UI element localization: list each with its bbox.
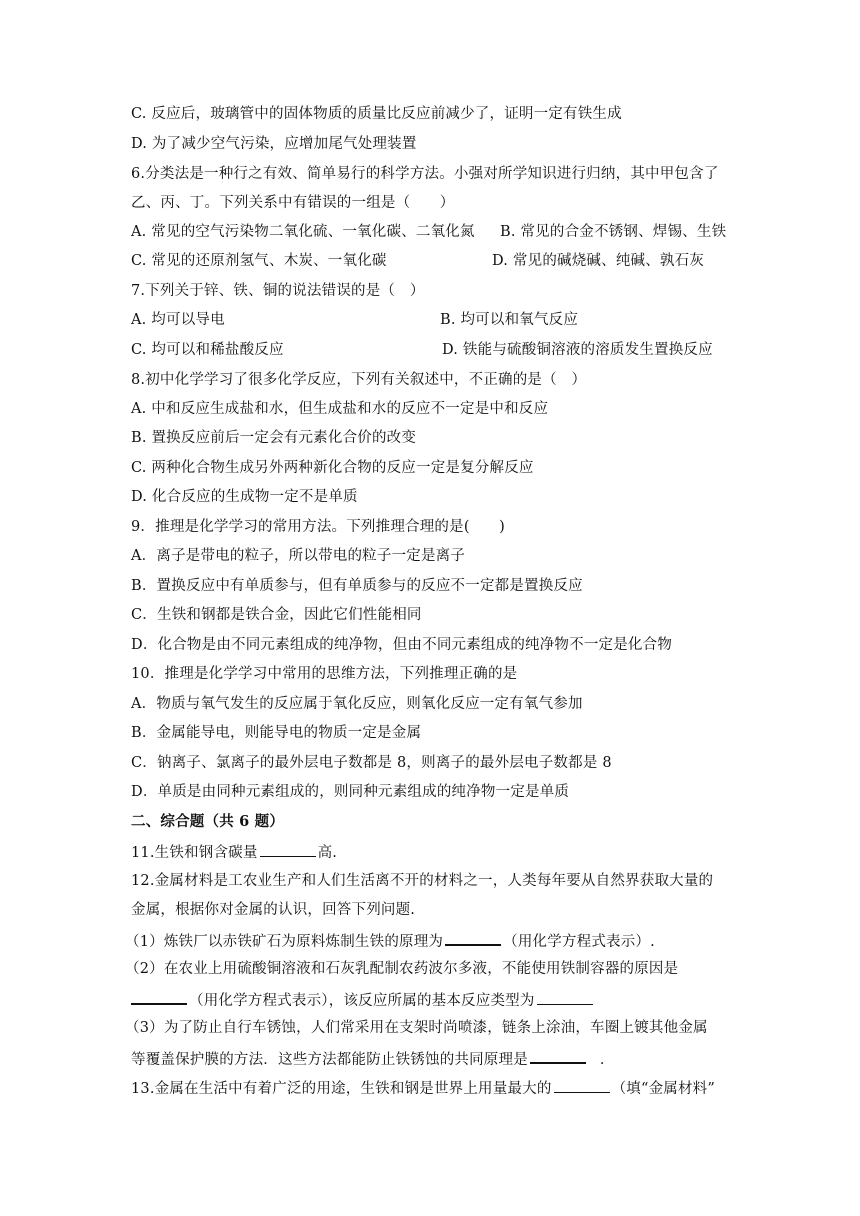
- q6-option-c: C. 常见的还原剂氢气、木炭、一氧化碳: [131, 253, 387, 269]
- q10-option-d: D．单质是由同种元素组成的，则同种元素组成的纯净物一定是单质: [131, 784, 570, 800]
- q12-part1-blank[interactable]: [445, 930, 501, 946]
- q12-part3-blank[interactable]: [530, 1048, 586, 1064]
- q10-option-a: A．物质与氧气发生的反应属于氧化反应，则氧化反应一定有氧气参加: [131, 696, 583, 712]
- q8-stem: 8.初中化学学习了很多化学反应，下列有关叙述中，不正确的是（ ）: [131, 372, 587, 388]
- q6-stem-line-2: 乙、丙、丁。下列关系中有错误的一组是（ ）: [131, 195, 455, 211]
- q9-option-b: B．置换反应中有单质参与，但有单质参与的反应不一定都是置换反应: [131, 578, 583, 594]
- q5-option-d: D. 为了减少空气污染，应增加尾气处理装置: [131, 136, 417, 152]
- q9-stem: 9．推理是化学学习的常用方法。下列推理合理的是( ): [131, 519, 505, 535]
- q12-stem-line-2: 金属，根据你对金属的认识，回答下列问题.: [131, 902, 416, 918]
- q9-option-c: C．生铁和钢都是铁合金，因此它们性能相同: [131, 607, 422, 623]
- q12-part2-blank-equation[interactable]: [131, 989, 187, 1005]
- q12-part2-text-mid: （用化学方程式表示），该反应所属的基本反应类型为: [189, 993, 535, 1009]
- q12-part1-line: [125, 930, 655, 952]
- q6-options-cd: [131, 251, 705, 271]
- q12-part2-blank-type[interactable]: [537, 990, 593, 1005]
- q13-blank[interactable]: [554, 1078, 610, 1093]
- q7-option-b: B. 均可以和氧气反应: [440, 312, 579, 328]
- q6-option-b: B. 常见的合金不锈钢、焊锡、生铁: [500, 224, 727, 240]
- q9-option-a: A．离子是带电的粒子，所以带电的粒子一定是离子: [131, 548, 466, 564]
- q10-option-c: C．钠离子、氯离子的最外层电子数都是 8，则离子的最外层电子数都是 8: [131, 755, 612, 771]
- q11-line: [131, 842, 337, 863]
- q9-option-d: D．化合物是由不同元素组成的纯净物，但由不同元素组成的纯净物不一定是化合物: [131, 637, 673, 653]
- q12-part3-line-1: （3）为了防止自行车锈蚀，人们常采用在支架时尚喷漆，链条上涂油，车圈上镀其他金属: [125, 1020, 708, 1036]
- q7-options-cd: [131, 340, 713, 360]
- q11-text-before: 11.生铁和钢含碳量: [131, 845, 258, 861]
- q5-option-c: C. 反应后，玻璃管中的固体物质的质量比反应前减少了，证明一定有铁生成: [131, 106, 622, 122]
- q8-option-a: A. 中和反应生成盐和水，但生成盐和水的反应不一定是中和反应: [131, 401, 549, 417]
- q11-text-after: 高.: [317, 845, 338, 861]
- q12-part2-line-1: （2）在农业上用硫酸铜溶液和石灰乳配制农药波尔多液，不能使用铁制容器的原因是: [125, 961, 679, 977]
- q6-option-d: D. 常见的碱烧碱、纯碱、孰石灰: [492, 253, 705, 269]
- q6-stem-line-1: 6.分类法是一种行之有效、简单易行的科学方法。小强对所学知识进行归纳，其中甲包含了: [131, 166, 719, 182]
- q7-options-ab: [131, 310, 579, 330]
- q8-option-b: B. 置换反应前后一定会有元素化合价的改变: [131, 430, 417, 446]
- q7-option-c: C. 均可以和稀盐酸反应: [131, 342, 284, 358]
- q7-option-a: A. 均可以导电: [131, 312, 225, 328]
- q13-text-before: 13.金属在生活中有着广泛的用途，生铁和钢是世界上用量最大的: [131, 1081, 552, 1097]
- q7-option-d: D. 铁能与硫酸铜溶液的溶质发生置换反应: [442, 342, 713, 358]
- section-heading: 二、综合题（共 6 题）: [131, 813, 285, 830]
- q8-option-d: D. 化合反应的生成物一定不是单质: [131, 489, 358, 505]
- q12-part3-text-after: ．: [599, 1052, 615, 1068]
- q12-stem-line-1: 12.金属材料是工农业生产和人们生活离不开的材料之一，人类每年要从自然界获取大量的: [131, 873, 714, 889]
- q6-options-ab: [131, 222, 727, 242]
- q12-part2-line-2: [131, 989, 595, 1011]
- q11-blank[interactable]: [260, 842, 316, 857]
- q12-part1-text-before: （1）炼铁厂以赤铁矿石为原料炼制生铁的原理为: [125, 934, 444, 950]
- q10-stem: 10．推理是化学学习中常用的思维方法，下列推理正确的是: [131, 666, 518, 682]
- q7-stem: 7.下列关于锌、铁、铜的说法错误的是（ ）: [131, 283, 425, 299]
- q13-text-after: （填“金属材料”: [611, 1081, 715, 1097]
- q10-option-b: B．金属能导电，则能导电的物质一定是金属: [131, 725, 422, 741]
- q6-option-a: A. 常见的空气污染物二氧化硫、一氧化碳、二氧化氮: [131, 224, 475, 240]
- q12-part3-text-before: 等覆盖保护膜的方法．这些方法都能防止铁锈蚀的共同原理是: [131, 1052, 528, 1068]
- q12-part3-line-2: [131, 1048, 615, 1070]
- q12-part1-text-after: （用化学方程式表示）.: [503, 934, 655, 950]
- q8-option-c: C. 两种化合物生成另外两种新化合物的反应一定是复分解反应: [131, 460, 534, 476]
- q13-line: [131, 1078, 715, 1099]
